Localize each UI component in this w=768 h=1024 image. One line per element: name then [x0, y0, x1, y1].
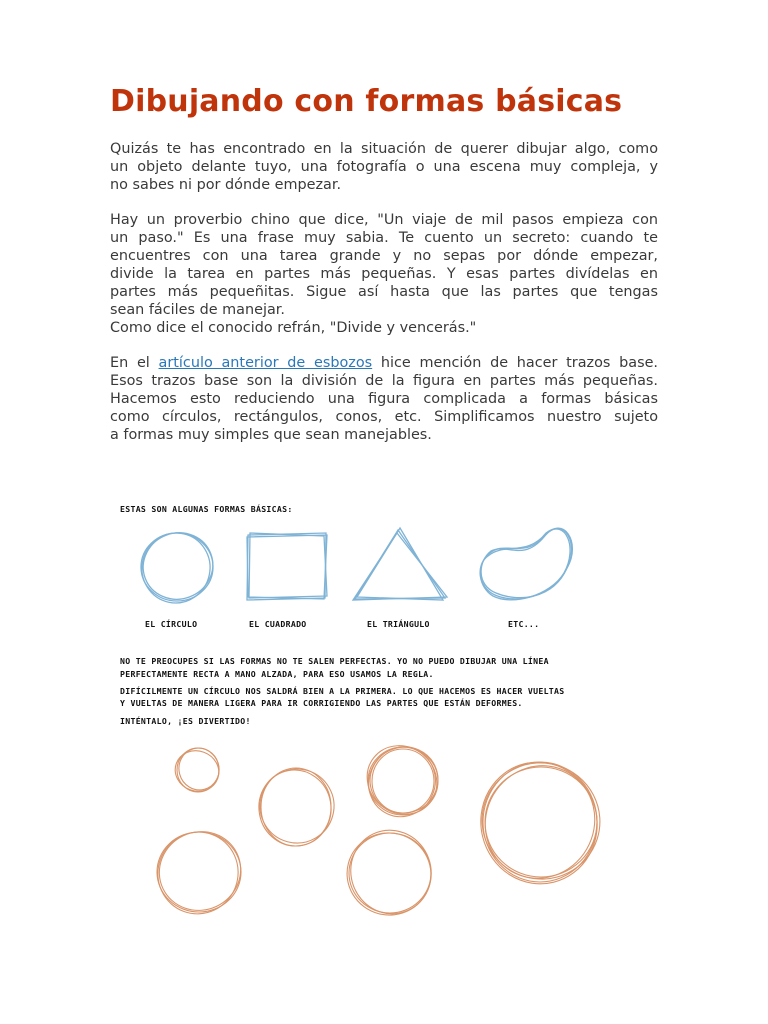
paragraph-line: divide la tarea en partes más pequeñas. Y esas partes divídelas en [110, 266, 658, 282]
paragraph-line: Como dice el conocido refrán, "Divide y vencerás." [110, 320, 477, 336]
note-line: INTÉNTALO, ¡ES DIVERTIDO! [120, 716, 251, 726]
practice-circle [169, 744, 224, 798]
note-line: Y VUELTAS DE MANERA LIGERA PARA IR CORRIGIENDO LAS PARTES QUE ESTÁN DEFORMES. [120, 698, 523, 708]
page-title: Dibujando con formas básicas [110, 84, 623, 119]
paragraph-line: Hacemos esto reduciendo una figura complicada a formas básicas [110, 391, 658, 407]
sketched-triangle [353, 528, 447, 600]
sketched-blob [480, 528, 572, 600]
paragraph-line: Quizás te has encontrado en la situación de querer dibujar algo, como [110, 141, 658, 157]
previous-article-link[interactable]: artículo anterior de esbozos [158, 355, 373, 371]
paragraph-line: un paso." Es una frase muy sabia. Te cuento un secreto: cuando te [110, 230, 658, 246]
paragraph-line: encuentres con una tarea grande y no sepas por dónde empezar, [110, 248, 658, 264]
paragraph-line: Esos trazos base son la división de la figura en partes más pequeñas. [110, 373, 658, 389]
paragraph-line: sean fáciles de manejar. [110, 302, 285, 318]
paragraph-line: Hay un proverbio chino que dice, "Un viaje de mil pasos empieza con [110, 212, 658, 228]
paragraph-prefix: En el [110, 355, 159, 371]
label-circle: EL CÍRCULO [145, 619, 198, 629]
paragraph-line: partes más pequeñitas. Sigue así hasta que las partes que tengas [110, 284, 658, 300]
paragraph-line: no sabes ni por dónde empezar. [110, 177, 342, 193]
label-etc: ETC... [508, 619, 540, 629]
practice-circle [465, 746, 616, 899]
note-line: PERFECTAMENTE RECTA A MANO ALZADA, PARA ESO USAMOS LA REGLA. [120, 669, 434, 679]
practice-circle [338, 819, 443, 925]
paragraph-line: un objeto delante tuyo, una fotografía o una escena muy compleja, y [110, 159, 658, 175]
practice-circle [353, 732, 451, 829]
paragraph-suffix: hice mención de hacer trazos base. [372, 355, 659, 371]
illustration-heading: ESTAS SON ALGUNAS FORMAS BÁSICAS: [120, 504, 293, 514]
label-square: EL CUADRADO [249, 619, 307, 629]
sketched-circle [134, 523, 222, 609]
label-triangle: EL TRIÁNGULO [367, 619, 430, 629]
paragraph-line: como círculos, rectángulos, conos, etc. Simplificamos nuestro sujeto [110, 409, 658, 425]
practice-circle [252, 761, 343, 852]
sketched-square [247, 533, 327, 600]
note-line: NO TE PREOCUPES SI LAS FORMAS NO TE SALEN PERFECTAS. YO NO PUEDO DIBUJAR UNA LÍNEA [120, 656, 549, 666]
practice-circles [146, 732, 615, 926]
note-line: DIFÍCILMENTE UN CÍRCULO NOS SALDRÁ BIEN A LA PRIMERA. LO QUE HACEMOS ES HACER VUELTAS [120, 686, 565, 696]
practice-circle [146, 818, 253, 925]
paragraph-line: a formas muy simples que sean manejables. [110, 427, 432, 443]
